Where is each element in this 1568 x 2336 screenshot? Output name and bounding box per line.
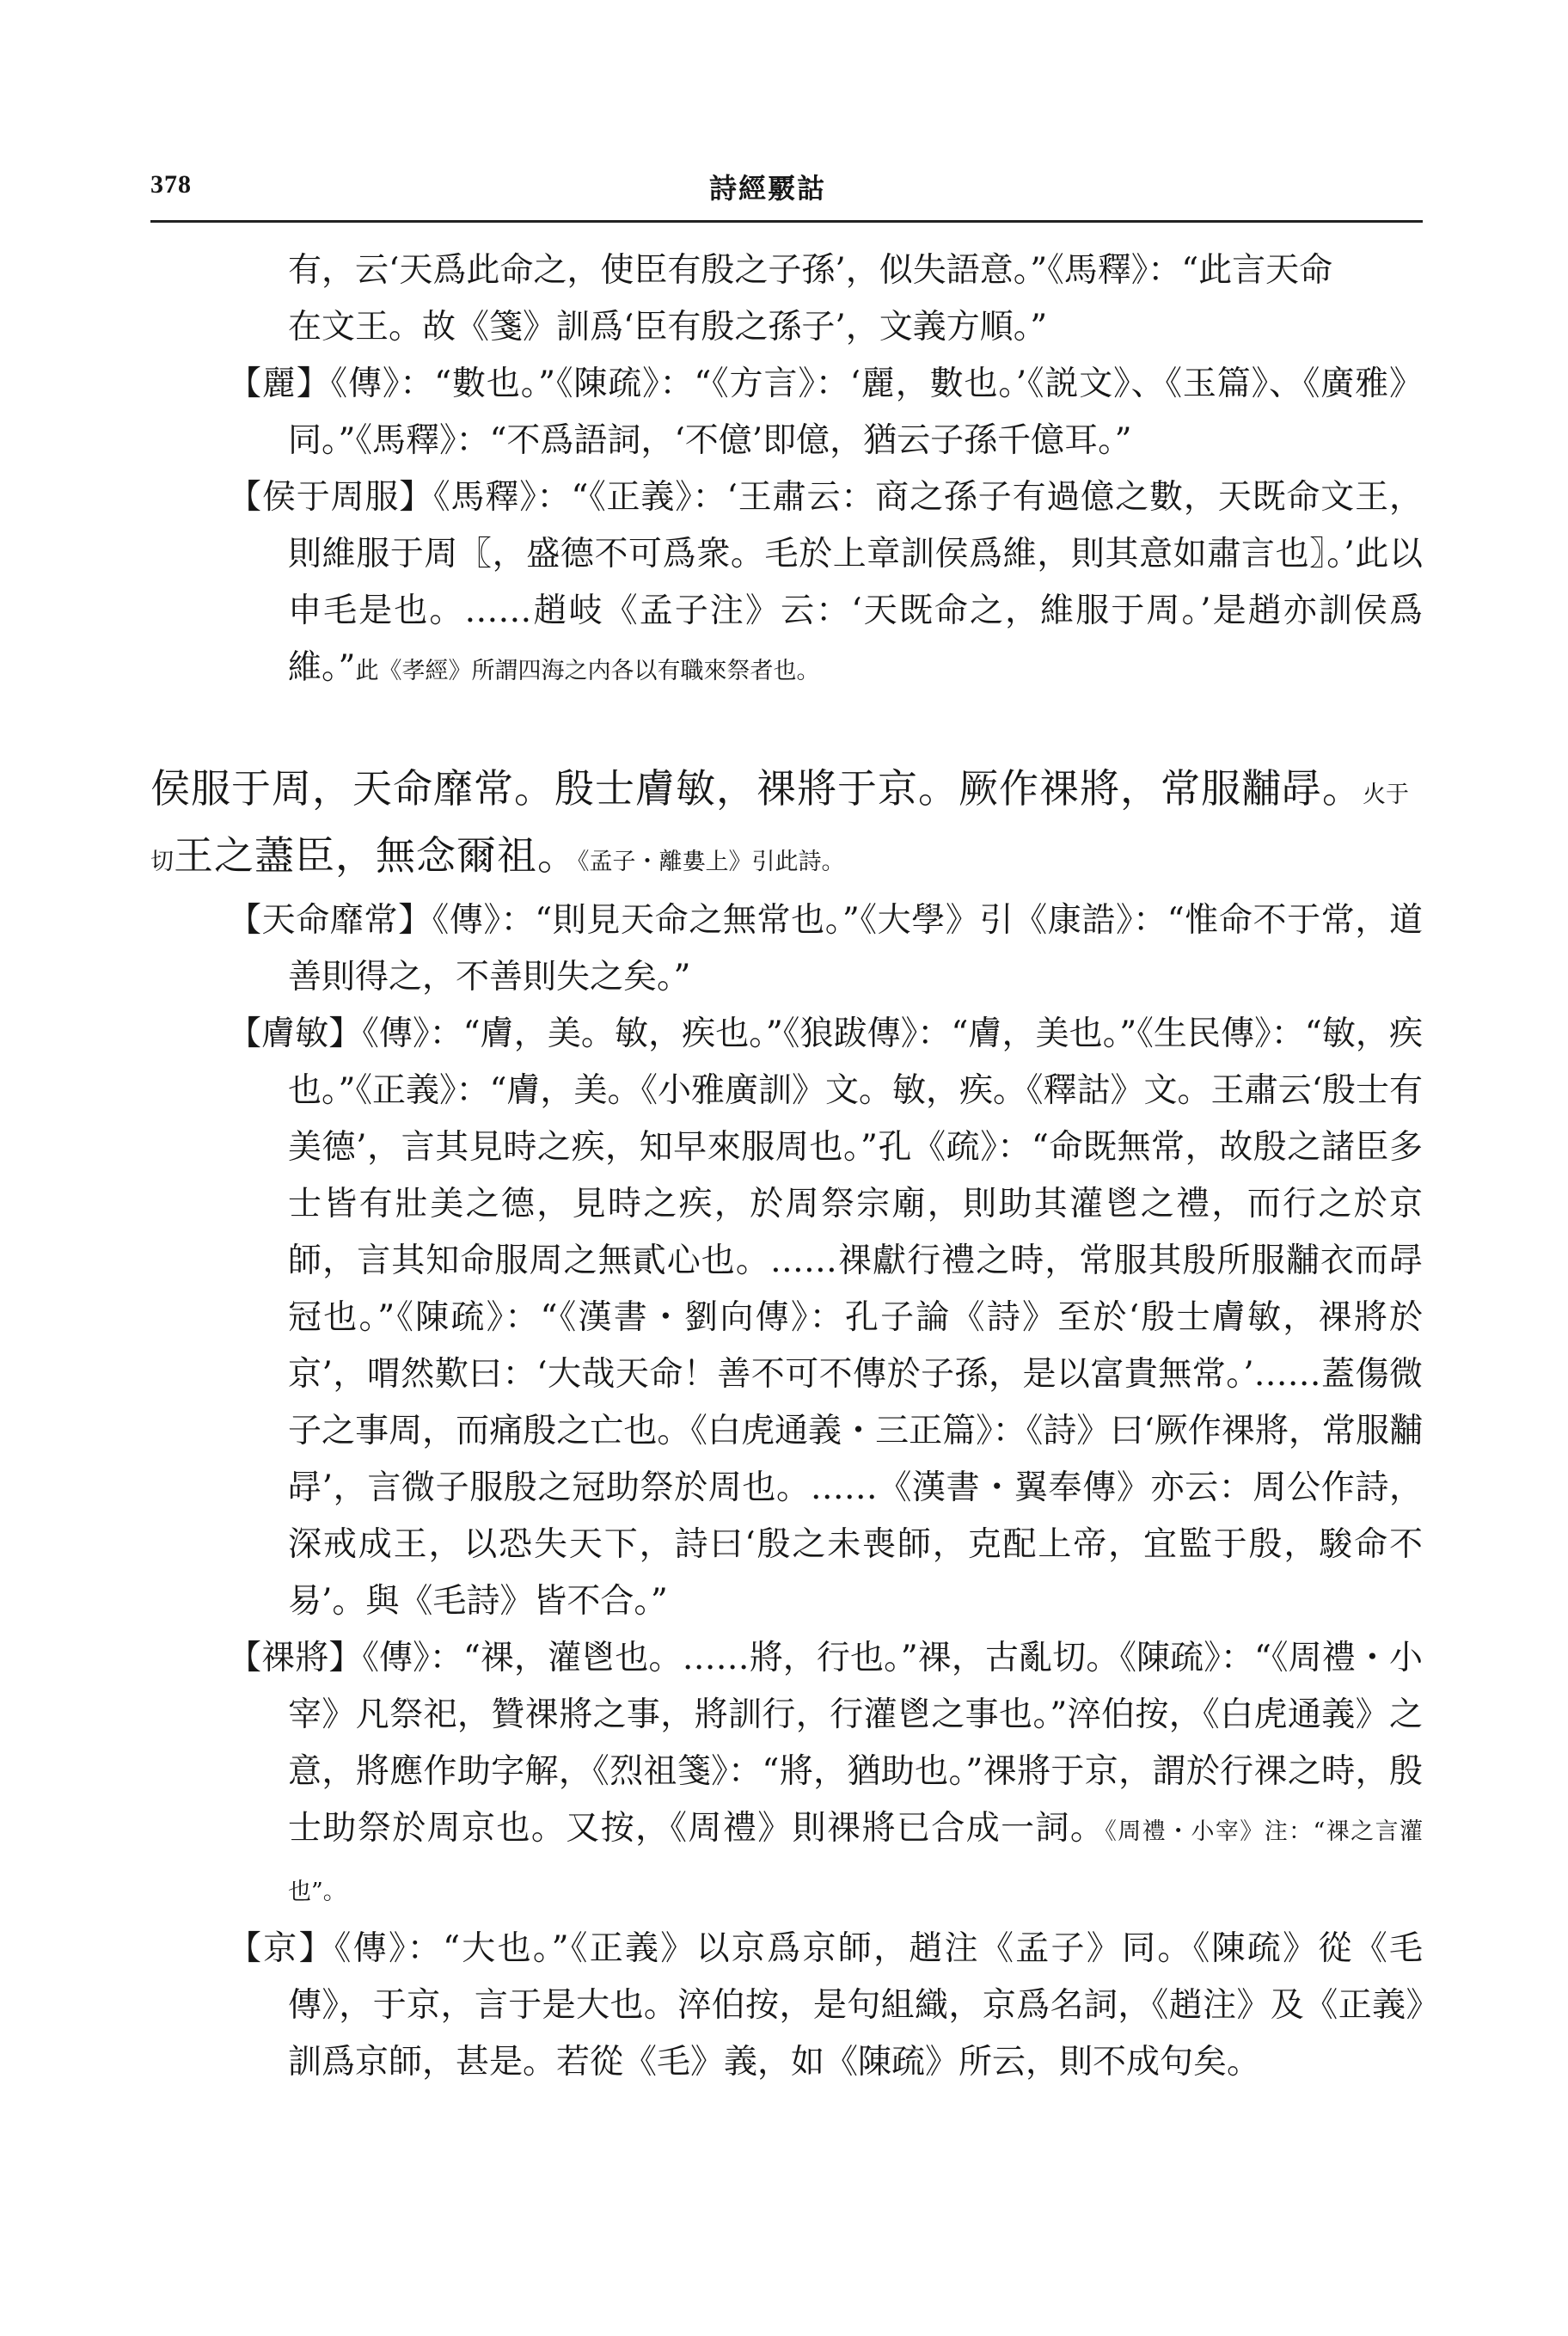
annotation-tianming: 【天命靡常】《傳》：“則見天命之無常也。”《大學》引《康誥》：“惟命不于常，道善則得之，不善則失之矣。” bbox=[228, 901, 1423, 996]
verse-stanza bbox=[150, 758, 1423, 892]
annotation-small-note: 此《孝經》所謂四海之内各以有職來祭者也。 bbox=[355, 658, 820, 684]
verse-line-2: 王之藎臣，無念爾祖。 bbox=[174, 832, 578, 879]
annotation-jing: 【京】《傳》：“大也。”《正義》以京爲京師，趙注《孟子》同。《陳疏》從《毛傳》，于京，言于是大也。淬伯按，是句組織，京爲名詞，《趙注》及《正義》訓爲京師，甚是。若從《毛》義，如《陳疏》所云，則不成句矣。 bbox=[228, 1929, 1423, 2082]
annotation-fumin: 【膚敏】《傳》：“膚，美。敏，疾也。”《狼跋傳》：“膚，美也。”《生民傳》：“敏，疾也。”《正義》：“膚，美。《小雅廣訓》文。敏，疾。《釋詁》文。王肅云‘殷士有美德’，言其見時之疾，知早來服周也。”孔《疏》：“命既無常，故殷之諸臣多士皆有壯美之德，見時之疾，於周祭宗廟，則助其灌鬯之禮，而行之於京師，言其知命服周之無貳心也。……祼獻行禮之時，常服其殷所服黼衣而冔冠也。”《陳疏》：“《漢書・劉向傳》：孔子論《詩》至於‘殷士膚敏，祼將於京’，喟然歎曰：‘大哉天命！善不可不傳於子孫，是以富貴無常。’……蓋傷微子之事周，而痛殷之亡也。《白虎通義・三正篇》：《詩》曰‘厥作祼將，常服黼冔’，言微子服殷之冠助祭於周也。……《漢書・翼奉傳》亦云：周公作詩，深戒成王，以恐失天下，詩曰‘殷之未喪師，克配上帝，宜監于殷，駿命不易’。與《毛詩》皆不合。” bbox=[228, 1015, 1423, 1621]
page-header bbox=[150, 163, 1423, 215]
running-title: 詩經覈詁 bbox=[709, 172, 827, 205]
annotation-text: 【祼將】《傳》：“祼，灌鬯也。……將，行也。”祼，古亂切。《陳疏》：“《周禮・小宰》凡祭祀，贊祼將之事，將訓行，行灌鬯之事也。”淬伯按，《白虎通義》之意，將應作助字解，《烈祖箋》：“將，猶助也。”祼將于京，謂於行祼之時，殷士助祭於周京也。又按，《周禮》則祼將已合成一詞。 bbox=[228, 1639, 1423, 1848]
annotation-text: 【侯于周服】《馬釋》：“《正義》：‘王肅云：商之孫子有過億之數，天既命文王，則維服于周〖，盛德不可爲衆。毛於上章訓侯爲維，則其意如肅言也〗。’此以申毛是也。……趙岐《孟子注》云：‘天既命之，維服于周。’是趙亦訓侯爲維。” bbox=[228, 478, 1423, 687]
page-body bbox=[150, 242, 1423, 2091]
annotation-small-note: 《周禮・小宰》注：“祼之言灌也”。 bbox=[288, 1818, 1423, 1905]
page-number: 378 bbox=[150, 170, 192, 199]
annotation-li: 【麗】《傳》：“數也。”《陳疏》：“《方言》：‘麗，數也。’《説文》、《玉篇》、《廣雅》同。”《馬釋》：“不爲語詞，‘不億’即億，猶云子孫千億耳。” bbox=[228, 365, 1423, 460]
fanqie-note: 火于切 bbox=[150, 782, 1409, 875]
annotation-guanjiang bbox=[150, 1630, 1423, 1921]
continued-line-2: 在文王。故《箋》訓爲‘臣有殷之孫子’，文義方順。” bbox=[288, 308, 1048, 346]
verse-source: 《孟子・離婁上》引此詩。 bbox=[578, 849, 845, 875]
section-gap bbox=[150, 700, 1423, 758]
annotation-hou-yu-zhou-fu bbox=[150, 469, 1423, 700]
verse-line: 侯服于周，天命靡常。殷士膚敏，祼將于京。厥作祼將，常服黼冔。 bbox=[150, 765, 1363, 812]
continued-line-1: 有，云‘天爲此命之，使臣有殷之子孫’，似失語意。”《馬釋》：“此言天命 bbox=[288, 251, 1333, 290]
header-rule bbox=[150, 220, 1423, 223]
